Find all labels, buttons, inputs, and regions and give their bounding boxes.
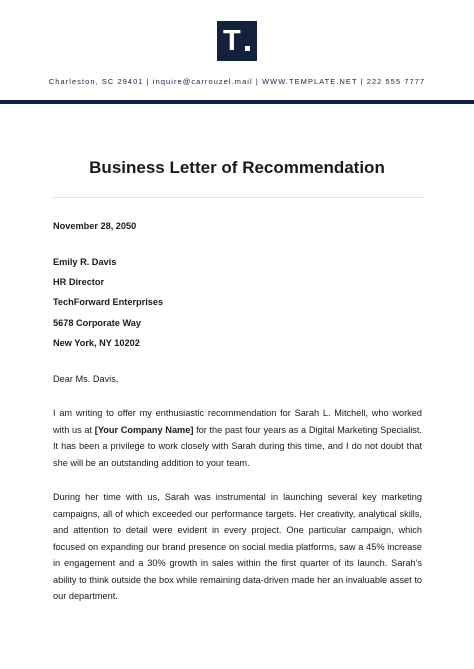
salutation: Dear Ms. Davis, xyxy=(53,374,119,384)
recipient-name: Emily R. Davis xyxy=(53,257,117,267)
contact-line: Charleston, SC 29401 | inquire@carrouzel.mail | WWW.TEMPLATE.NET | 222 555 7777 xyxy=(48,77,426,86)
recipient-role: HR Director xyxy=(53,277,105,287)
recipient-city: New York, NY 10202 xyxy=(53,338,140,348)
title-divider xyxy=(53,197,424,198)
logo-letter: T xyxy=(223,25,241,57)
paragraph-intro-start: I am writing to offer my enthusiastic recommendation for Sarah L. Mitchell, who worked with us at xyxy=(53,408,422,435)
recipient-company: TechForward Enterprises xyxy=(53,297,164,307)
company-name-placeholder: [Your Company Name] xyxy=(94,424,194,435)
header-divider xyxy=(0,100,474,104)
paragraph-achievements: During her time with us, Sarah was instrumental in launching several key marketing campaigns, all of which exceeded our performance targets. Her creativity, analytical skills, and attention to detail were evident in every project. One particular campaign, which focused on expanding our brand presence on social media platforms, saw a 45% increase in engagement and a 30% growth in sales within the first quarter of its launch. Sarah's ability to think outside the box while remaining data-driven made her an invaluable asset to our department. xyxy=(53,492,422,601)
recipient-street: 5678 Corporate Way xyxy=(53,318,141,328)
paragraph-intro xyxy=(53,405,422,471)
document-title: Business Letter of Recommendation xyxy=(89,158,385,177)
logo-dot-icon xyxy=(245,46,250,51)
logo-mark xyxy=(222,26,252,56)
letter-date: November 28, 2050 xyxy=(53,221,137,231)
paragraph-intro-end: for the past four years as a Digital Marketing Specialist. It has been a privilege to work closely with Sarah during this time, and I do not doubt that she will be an outstanding addition to your team. xyxy=(53,424,422,468)
company-logo xyxy=(217,21,257,61)
